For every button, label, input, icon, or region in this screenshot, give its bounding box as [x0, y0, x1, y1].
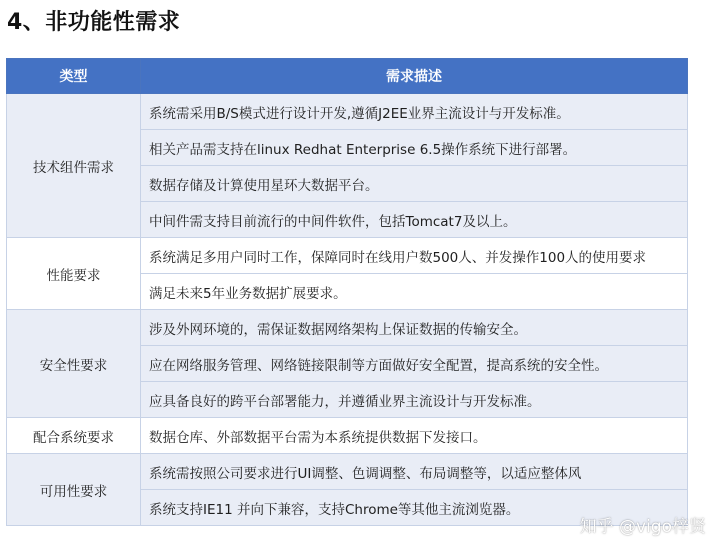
requirement-type-cell: 配合系统要求	[7, 418, 141, 454]
requirement-description-cell: 应具备良好的跨平台部署能力，并遵循业界主流设计与开发标准。	[141, 382, 688, 418]
requirement-description-cell: 数据仓库、外部数据平台需为本系统提供数据下发接口。	[141, 418, 688, 454]
requirement-type-cell: 可用性要求	[7, 454, 141, 526]
table-body	[7, 94, 688, 526]
requirement-description-cell: 系统满足多用户同时工作，保障同时在线用户数500人、并发操作100人的使用要求	[141, 238, 688, 274]
table-row	[7, 454, 688, 490]
requirement-description-cell: 系统支持IE11 并向下兼容，支持Chrome等其他主流浏览器。	[141, 490, 688, 526]
requirements-table	[6, 58, 688, 526]
header-type: 类型	[7, 59, 141, 94]
requirement-type-cell: 安全性要求	[7, 310, 141, 418]
requirement-description-cell: 涉及外网环境的，需保证数据网络架构上保证数据的传输安全。	[141, 310, 688, 346]
requirement-description-cell: 中间件需支持目前流行的中间件软件，包括Tomcat7及以上。	[141, 202, 688, 238]
header-description: 需求描述	[141, 59, 688, 94]
requirement-description-cell: 数据存储及计算使用星环大数据平台。	[141, 166, 688, 202]
section-heading: 4、非功能性需求	[7, 10, 181, 35]
requirement-description-cell: 系统需采用B/S模式进行设计开发,遵循J2EE业界主流设计与开发标准。	[141, 94, 688, 130]
requirement-type-cell: 技术组件需求	[7, 94, 141, 238]
requirement-description-cell: 满足未来5年业务数据扩展要求。	[141, 274, 688, 310]
watermark: 知乎 @vigo梓贤	[579, 517, 706, 537]
table-row	[7, 94, 688, 130]
requirement-type-cell: 性能要求	[7, 238, 141, 310]
header-row	[7, 59, 688, 94]
table-row	[7, 418, 688, 454]
table-row	[7, 238, 688, 274]
table-row	[7, 310, 688, 346]
requirement-description-cell: 系统需按照公司要求进行UI调整、色调调整、布局调整等，以适应整体风	[141, 454, 688, 490]
table-header	[7, 59, 688, 94]
requirement-description-cell: 相关产品需支持在linux Redhat Enterprise 6.5操作系统下进行部署。	[141, 130, 688, 166]
requirement-description-cell: 应在网络服务管理、网络链接限制等方面做好安全配置，提高系统的安全性。	[141, 346, 688, 382]
